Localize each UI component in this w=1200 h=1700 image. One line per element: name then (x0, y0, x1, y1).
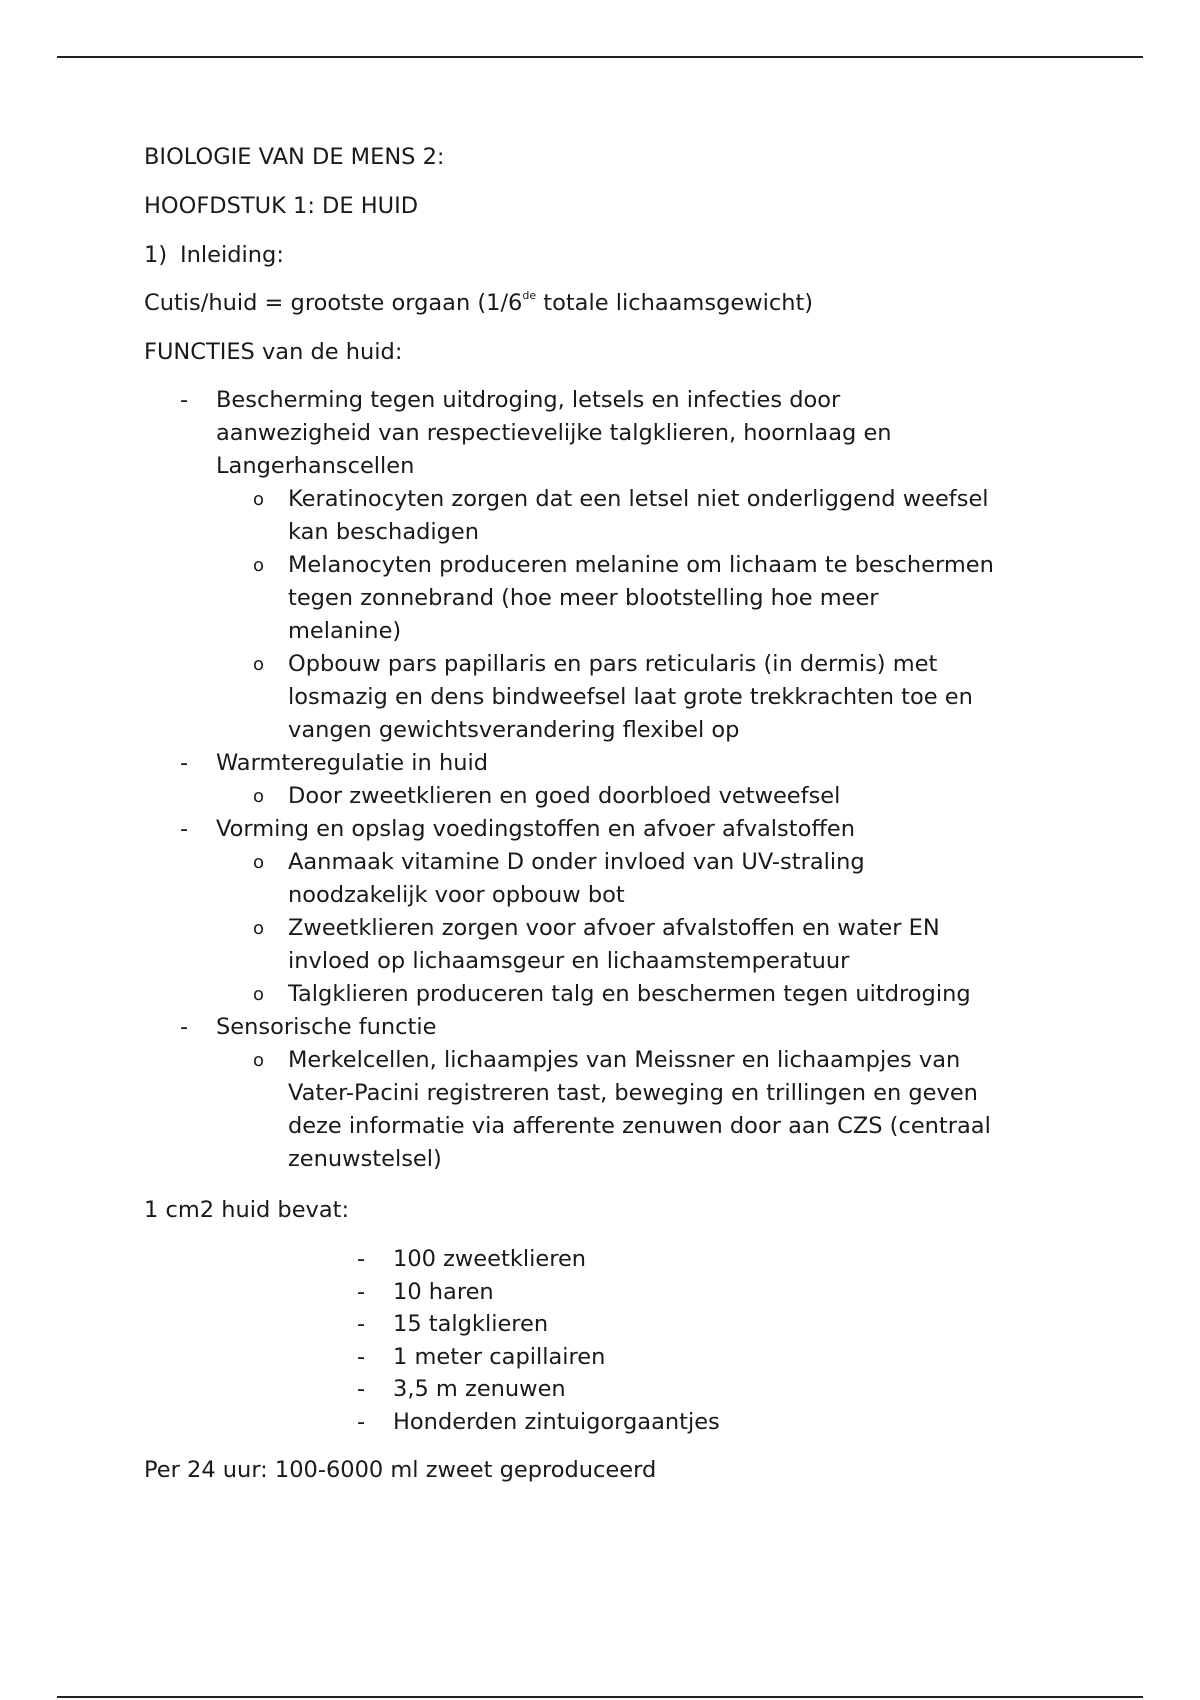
subitem-text-line: Opbouw pars papillaris en pars reticularis (in dermis) met (288, 651, 938, 677)
subitem-text-line: deze informatie via afferente zenuwen door aan CZS (centraal (288, 1113, 991, 1139)
bottom-rule (57, 1696, 1143, 1698)
function-text-line: Warmteregulatie in huid (216, 750, 488, 776)
section-title: Inleiding: (180, 242, 284, 268)
dash-marker: - (357, 1376, 366, 1402)
intro-line (144, 288, 813, 318)
subitem-text-line: Zweetklieren zorgen voor afvoer afvalstoffen en water EN (288, 915, 940, 941)
function-text-line: Vorming en opslag voedingstoffen en afvoer afvalstoffen (216, 816, 855, 842)
subitem-text-line: melanine) (288, 618, 402, 644)
subitem-text-line: losmazig en dens bindweefsel laat grote trekkrachten toe en (288, 684, 973, 710)
dash-marker: - (357, 1311, 366, 1337)
subitem-text-line: Melanocyten produceren melanine om lichaam te beschermen (288, 552, 994, 578)
dash-marker: - (357, 1246, 366, 1272)
bullet-marker: o (253, 852, 265, 873)
skin-content-text: 3,5 m zenuwen (393, 1376, 566, 1402)
subitem-text-line: zenuwstelsel) (288, 1146, 442, 1172)
dash-marker: - (357, 1343, 366, 1370)
dash-marker: - (180, 750, 189, 776)
function-text-line: Langerhanscellen (216, 453, 415, 479)
subitem-text-line: invloed op lichaamsgeur en lichaamstemperatuur (288, 948, 850, 974)
function-text-line: aanwezigheid van respectievelijke talgklieren, hoornlaag en (216, 420, 892, 446)
dash-marker: - (357, 1278, 366, 1305)
top-rule (57, 56, 1143, 58)
chapter-heading: HOOFDSTUK 1: DE HUID (144, 193, 419, 219)
section-number: 1) (144, 242, 168, 268)
subitem-text-line: Vater-Pacini registreren tast, beweging en trillingen en geven (288, 1080, 978, 1106)
intro-superscript: de (522, 289, 537, 302)
bullet-marker: o (253, 654, 265, 675)
sweat-note: Per 24 uur: 100-6000 ml zweet geproduceerd (144, 1457, 657, 1483)
subitem-text-line: Keratinocyten zorgen dat een letsel niet onderliggend weefsel (288, 486, 989, 512)
skin-content-text: 15 talgklieren (393, 1311, 549, 1337)
skin-content-text: 1 meter capillairen (393, 1343, 606, 1370)
document-title: BIOLOGIE VAN DE MENS 2: (144, 144, 445, 170)
intro-tail: totale lichaamsgewicht) (536, 290, 814, 316)
subitem-text-line: tegen zonnebrand (hoe meer blootstelling hoe meer (288, 585, 879, 611)
section-heading (144, 240, 284, 270)
bullet-marker: o (253, 918, 265, 939)
functions-heading: FUNCTIES van de huid: (144, 339, 403, 365)
function-text-line: Sensorische functie (216, 1014, 437, 1040)
dash-marker: - (357, 1408, 366, 1435)
intro-main: Cutis/huid = grootste orgaan (1/6 (144, 290, 523, 316)
skin-content-text: Honderden zintuigorgaantjes (393, 1408, 720, 1435)
bullet-marker: o (253, 786, 265, 807)
bullet-marker: o (253, 1050, 265, 1071)
skin-content-text: 10 haren (393, 1278, 494, 1305)
bullet-marker: o (253, 489, 265, 510)
bullet-marker: o (253, 555, 265, 576)
dash-marker: - (180, 387, 189, 413)
subitem-text-line: noodzakelijk voor opbouw bot (288, 882, 625, 908)
function-text-line: Bescherming tegen uitdroging, letsels en infecties door (216, 387, 841, 413)
skin-content-text: 100 zweetklieren (393, 1246, 587, 1272)
dash-marker: - (180, 816, 189, 842)
dash-marker: - (180, 1014, 189, 1040)
subitem-text-line: kan beschadigen (288, 519, 480, 545)
subitem-text-line: Talgklieren produceren talg en beschermen tegen uitdroging (288, 981, 971, 1007)
bullet-marker: o (253, 984, 265, 1005)
skin-heading: 1 cm2 huid bevat: (144, 1197, 350, 1223)
subitem-text-line: vangen gewichtsverandering flexibel op (288, 717, 740, 743)
subitem-text-line: Merkelcellen, lichaampjes van Meissner en lichaampjes van (288, 1047, 961, 1073)
subitem-text-line: Door zweetklieren en goed doorbloed vetweefsel (288, 783, 841, 809)
subitem-text-line: Aanmaak vitamine D onder invloed van UV-straling (288, 849, 865, 875)
